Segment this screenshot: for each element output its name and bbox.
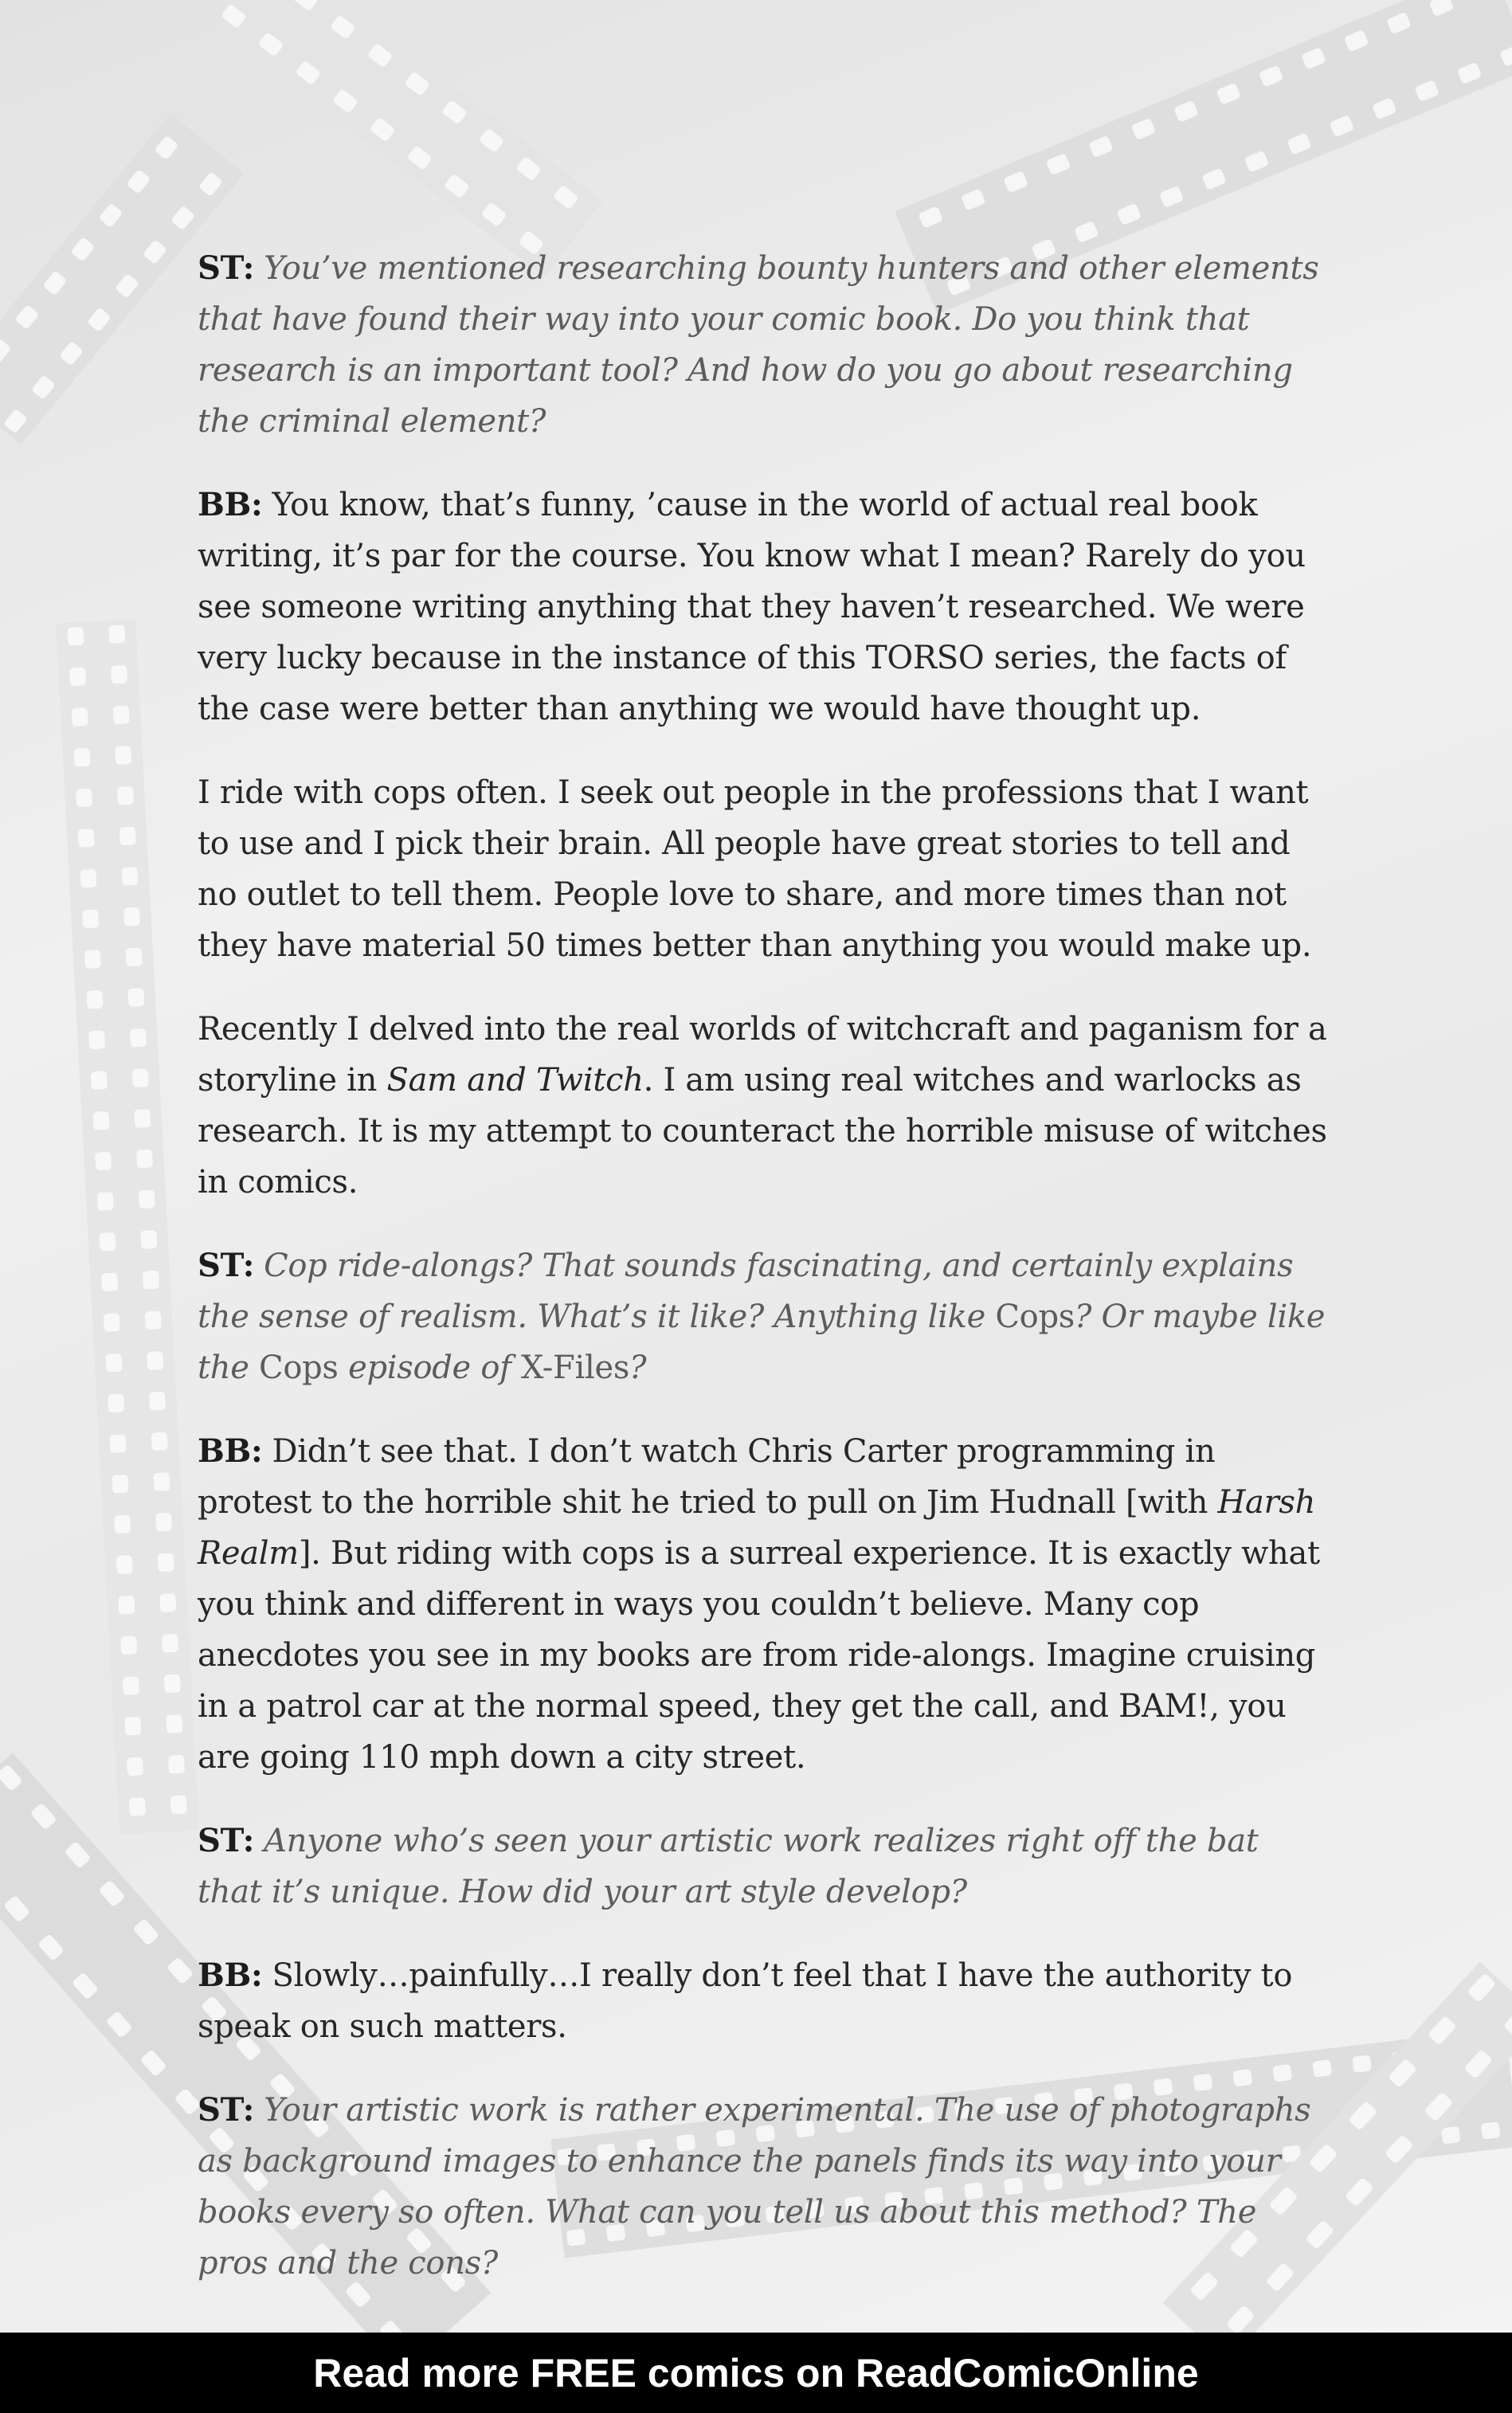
- text-segment: Cop ride-alongs? That sounds fascinating, and certainly explains the sense of realism. What’s it like? Anything like: [198, 1248, 1294, 1335]
- text-segment: Didn’t see that. I don’t watch Chris Carter programming in protest to the horrible shit he tried to pull on Jim Hudnall [with: [198, 1433, 1218, 1521]
- text-segment: Slowly…painfully…I really don’t feel that I have the authority to speak on such matters.: [198, 1957, 1293, 2045]
- text-segment: You’ve mentioned researching bounty hunters and other elements that have found their way into your comic book. Do you think that research is an important tool? And how do you go about researching the criminal element?: [198, 250, 1319, 440]
- answer-paragraph: [198, 1004, 1329, 1208]
- text-segment: . I am using real witches and warlocks as research. It is my attempt to counteract the horrible misuse of witches in comics.: [198, 1062, 1327, 1201]
- title-reference: Cops: [995, 1299, 1075, 1335]
- speaker-label: ST:: [198, 2091, 255, 2129]
- paragraph-text: [198, 1957, 1292, 2045]
- text-segment: Your artistic work is rather experimental. The use of photographs as background images to enhance the panels finds its way into your books every so often. What can you tell us about this method? The pros and the cons?: [198, 2092, 1311, 2282]
- title-reference: X-Files: [521, 1349, 630, 1386]
- text-segment: You know, that’s funny, ’cause in the world of actual real book writing, it’s par for the course. You know what I mean? Rarely do you see someone writing anything that they haven’t researched. We were very lucky because in the instance of this TORSO series, the facts of the case were better than anything we would have thought up.: [198, 487, 1306, 727]
- question-paragraph: [198, 243, 1329, 447]
- answer-paragraph: [198, 1950, 1329, 2052]
- answer-paragraph: [198, 480, 1329, 734]
- text-segment: ? Or maybe like the: [198, 1299, 1326, 1386]
- question-paragraph: [198, 1240, 1329, 1393]
- title-reference: Sam and Twitch: [386, 1062, 644, 1099]
- filmstrip-band: [56, 619, 199, 1834]
- text-segment: episode of: [338, 1349, 522, 1386]
- answer-paragraph: [198, 1426, 1329, 1783]
- paragraph-text: [198, 1011, 1327, 1201]
- text-segment: Recently I delved into the real worlds of witchcraft and paganism for a storyline in: [198, 1011, 1327, 1099]
- paragraph-text: [198, 1248, 1325, 1386]
- paragraph-text: [198, 487, 1306, 727]
- answer-paragraph: [198, 767, 1329, 971]
- speaker-label: ST:: [198, 1822, 255, 1859]
- filmstrip-band: [210, 0, 603, 277]
- paragraph-text: [198, 1823, 1259, 1910]
- speaker-label: BB:: [198, 486, 263, 523]
- question-paragraph: [198, 2085, 1329, 2289]
- footer-banner[interactable]: [0, 2333, 1512, 2413]
- interview-article: [198, 243, 1329, 2321]
- speaker-label: BB:: [198, 1432, 263, 1470]
- paragraph-text: [198, 1433, 1320, 1776]
- paragraph-text: [198, 774, 1311, 964]
- text-segment: I ride with cops often. I seek out people in the professions that I want to use and I pick their brain. All people have great stories to tell and no outlet to tell them. People love to share, and more times than not they have material 50 times better than anything you would make up.: [198, 774, 1312, 964]
- footer-banner-text[interactable]: Read more FREE comics on ReadComicOnline: [313, 2350, 1199, 2395]
- speaker-label: BB:: [198, 1957, 263, 1994]
- title-reference: Cops: [259, 1349, 339, 1386]
- text-segment: ?: [629, 1349, 647, 1386]
- title-reference: Harsh Realm: [198, 1484, 1316, 1572]
- text-segment: Anyone who’s seen your artistic work realizes right off the bat that it’s unique. How did your art style develop?: [198, 1823, 1259, 1910]
- paragraph-text: [198, 2092, 1310, 2282]
- speaker-label: ST:: [198, 249, 255, 287]
- question-paragraph: [198, 1816, 1329, 1917]
- speaker-label: ST:: [198, 1247, 255, 1284]
- paragraph-text: [198, 250, 1318, 440]
- text-segment: ]. But riding with cops is a surreal experience. It is exactly what you think and different in ways you couldn’t believe. Many cop anecdotes you see in my books are from ride-alongs. Imagine cruising in a patrol car at the normal speed, they get the call, and BAM!, you are going 110 mph down a city street.: [198, 1535, 1320, 1776]
